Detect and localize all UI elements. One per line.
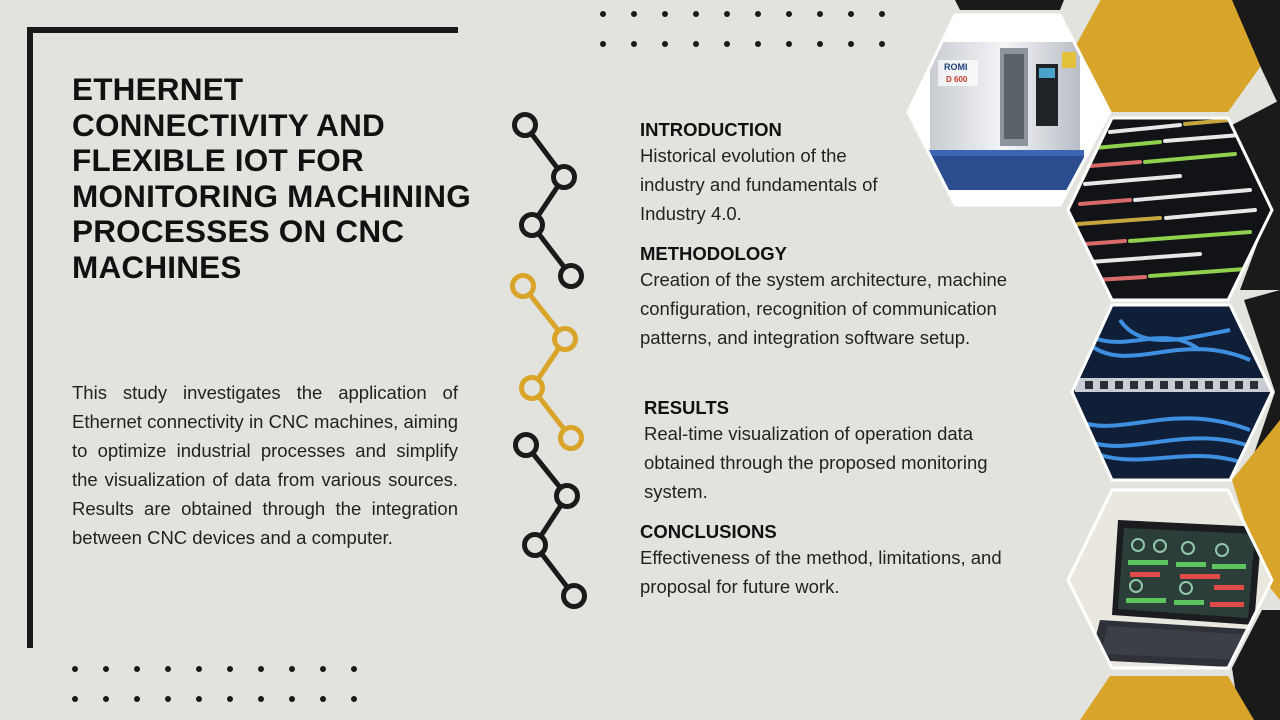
section-heading: RESULTS (644, 397, 729, 418)
section-heading: CONCLUSIONS (640, 521, 777, 542)
page-title: ETHERNET CONNECTIVITY AND FLEXIBLE IOT FOR MONITORING MACHINING PROCESSES ON CNC MACHINES (72, 71, 471, 285)
section-body: Real-time visualization of operation data obtained through the proposed monitoring system. (644, 423, 988, 502)
section-heading: METHODOLOGY (640, 243, 787, 264)
machine-brand: ROMI (944, 62, 968, 72)
section-body: Creation of the system architecture, machine configuration, recognition of communication patterns, and integration software setup. (640, 269, 1008, 348)
section-body: Historical evolution of the industry and fundamentals of Industry 4.0. (640, 145, 878, 224)
hex-yellow-bottom (1080, 676, 1254, 720)
hex-black-top (955, 0, 1064, 10)
section-heading: INTRODUCTION (640, 119, 782, 140)
machine-model: D 600 (946, 75, 968, 84)
network-cables-image (1065, 300, 1280, 485)
section-body: Effectiveness of the method, limitations, and proposal for future work. (640, 547, 1002, 597)
abstract-text: This study investigates the application of Ethernet connectivity in CNC machines, aiming to optimize industrial processes and simplify the visualization of data from various sources. Results are obtained through the integration between CNC devices and a computer. (72, 382, 458, 548)
